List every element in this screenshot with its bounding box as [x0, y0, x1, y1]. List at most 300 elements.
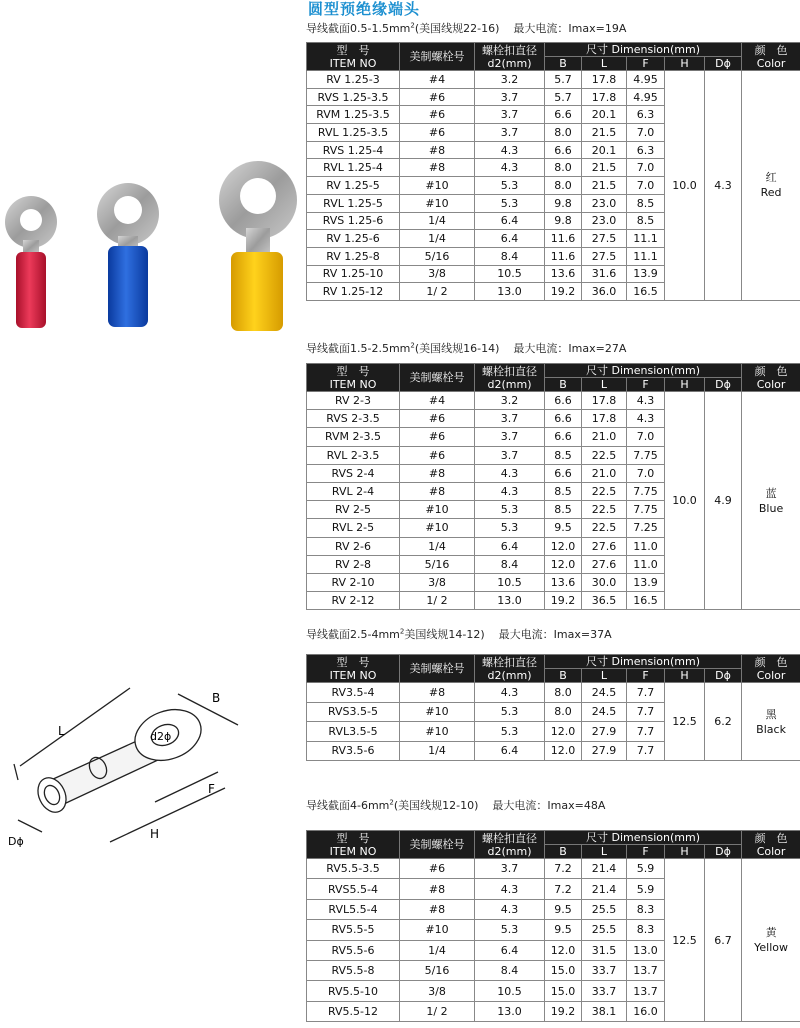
- section-caption: [306, 20, 626, 36]
- table-cell: 7.25: [627, 519, 665, 537]
- table-cell: 5.3: [475, 194, 545, 212]
- table-cell: 21.4: [582, 879, 627, 899]
- header-color: 颜 色 Color: [742, 364, 800, 392]
- section-caption: [306, 797, 605, 813]
- table-cell: 4.3: [475, 899, 545, 919]
- caption-sup: 2: [410, 21, 415, 30]
- table-cell: #6: [400, 410, 475, 428]
- section-caption: [306, 340, 626, 356]
- section-caption: [306, 626, 612, 642]
- color-value: 黄 Yellow: [742, 859, 800, 1022]
- table-cell: RVL5.5-4: [307, 899, 400, 919]
- header-l: L: [582, 57, 627, 71]
- diagram-label-d: Dϕ: [8, 835, 24, 848]
- caption-gauge: (美国线规22-16): [414, 22, 500, 35]
- table-cell: #8: [400, 683, 475, 703]
- table-cell: 19.2: [545, 1001, 582, 1021]
- table-cell: 22.5: [582, 501, 627, 519]
- table-cell: 7.75: [627, 482, 665, 500]
- caption-gauge: (美国线规16-14): [414, 342, 500, 355]
- table-cell: 1/4: [400, 940, 475, 960]
- table-cell: 13.9: [627, 265, 665, 283]
- spec-table: [306, 42, 800, 301]
- caption-sup: 2: [399, 627, 405, 636]
- table-cell: 15.0: [545, 960, 582, 980]
- header-color: 颜 色 Color: [742, 655, 800, 683]
- caption-text: 导线截面0.5-1.5mm: [306, 22, 411, 35]
- table-cell: 5/16: [400, 960, 475, 980]
- table-cell: 12.0: [545, 555, 582, 573]
- table-cell: #4: [400, 71, 475, 89]
- caption-text: 导线截面1.5-2.5mm: [306, 342, 411, 355]
- table-cell: RV 1.25-5: [307, 177, 400, 195]
- table-cell: 6.6: [545, 106, 582, 124]
- table-cell: 17.8: [582, 88, 627, 106]
- table-cell: 3.7: [475, 859, 545, 879]
- header-l: L: [582, 845, 627, 859]
- table-cell: 8.5: [627, 212, 665, 230]
- table-cell: RVS 2-3.5: [307, 410, 400, 428]
- table-cell: 8.0: [545, 159, 582, 177]
- table-cell: 10.5: [475, 265, 545, 283]
- table-cell: RVS 1.25-6: [307, 212, 400, 230]
- diagram-label-f: F: [208, 782, 215, 796]
- table-cell: 11.6: [545, 247, 582, 265]
- table-cell: 3.2: [475, 392, 545, 410]
- table-cell: 22.5: [582, 446, 627, 464]
- table-cell: 21.0: [582, 464, 627, 482]
- table-cell: RV5.5-3.5: [307, 859, 400, 879]
- table-cell: 7.7: [627, 683, 665, 703]
- table-cell: #10: [400, 920, 475, 940]
- header-h: H: [665, 845, 705, 859]
- table-cell: RV 2-5: [307, 501, 400, 519]
- table-cell: #10: [400, 722, 475, 742]
- table-cell: 15.0: [545, 981, 582, 1001]
- table-cell: RV5.5-8: [307, 960, 400, 980]
- table-cell: #6: [400, 859, 475, 879]
- blue-terminal-image: [97, 183, 159, 327]
- table-cell: 21.5: [582, 159, 627, 177]
- table-cell: #6: [400, 124, 475, 142]
- table-cell: 8.0: [545, 683, 582, 703]
- header-bolt: 螺栓扣直径 d2(mm): [475, 831, 545, 859]
- table-cell: 5.3: [475, 501, 545, 519]
- table-cell: RVM 2-3.5: [307, 428, 400, 446]
- caption-text: 导线截面4-6mm: [306, 799, 390, 812]
- table-cell: 13.6: [545, 573, 582, 591]
- table-cell: 33.7: [582, 960, 627, 980]
- table-cell: 3.7: [475, 88, 545, 106]
- table-cell: 8.0: [545, 177, 582, 195]
- header-item-no: 型 号 ITEM NO: [307, 364, 400, 392]
- table-cell: 7.0: [627, 428, 665, 446]
- table-cell: #6: [400, 88, 475, 106]
- table-cell: 8.0: [545, 124, 582, 142]
- header-h: H: [665, 57, 705, 71]
- caption-sup: 2: [410, 341, 415, 350]
- diagram-label-l: L: [58, 724, 65, 738]
- table-cell: RVL 2-4: [307, 482, 400, 500]
- table-cell: RV5.5-10: [307, 981, 400, 1001]
- table-row: [307, 683, 800, 703]
- dimension-diagram: [0, 680, 270, 870]
- max-current: 最大电流：Imax=19A: [513, 22, 627, 35]
- table-cell: 6.6: [545, 392, 582, 410]
- table-row: [307, 71, 800, 89]
- table-cell: 22.5: [582, 519, 627, 537]
- table-cell: #10: [400, 177, 475, 195]
- table-cell: #6: [400, 106, 475, 124]
- table-cell: 6.6: [545, 464, 582, 482]
- table-cell: 1/4: [400, 537, 475, 555]
- table-cell: 5.9: [627, 879, 665, 899]
- table-cell: 8.5: [545, 501, 582, 519]
- table-cell: 6.4: [475, 741, 545, 761]
- spec-table: [306, 830, 800, 1022]
- table-cell: 7.2: [545, 859, 582, 879]
- terminal-photos: [0, 160, 300, 335]
- table-cell: 23.0: [582, 212, 627, 230]
- header-row: [307, 831, 800, 845]
- table-cell: 3.7: [475, 410, 545, 428]
- header-item-no: 型 号 ITEM NO: [307, 43, 400, 71]
- h-value: 10.0: [665, 71, 705, 301]
- table-cell: RV3.5-4: [307, 683, 400, 703]
- table-cell: 5.3: [475, 177, 545, 195]
- table-cell: #10: [400, 519, 475, 537]
- table-cell: 13.7: [627, 981, 665, 1001]
- max-current: 最大电流：Imax=37A: [498, 628, 612, 641]
- table-cell: 25.5: [582, 920, 627, 940]
- table-cell: 19.2: [545, 283, 582, 301]
- header-color: 颜 色 Color: [742, 831, 800, 859]
- table-cell: 4.3: [475, 141, 545, 159]
- table-cell: 5.3: [475, 920, 545, 940]
- table-cell: 13.9: [627, 573, 665, 591]
- caption-text: 导线截面2.5-4mm: [306, 628, 400, 641]
- table-cell: 36.0: [582, 283, 627, 301]
- table-cell: RV 1.25-10: [307, 265, 400, 283]
- table-cell: 3.7: [475, 428, 545, 446]
- table-cell: 3/8: [400, 573, 475, 591]
- header-h: H: [665, 378, 705, 392]
- yellow-terminal-image: [219, 161, 297, 331]
- table-cell: 5.3: [475, 519, 545, 537]
- table-cell: 17.8: [582, 410, 627, 428]
- table-cell: RV 1.25-6: [307, 230, 400, 248]
- table-cell: 16.5: [627, 592, 665, 610]
- header-d: Dϕ: [705, 669, 742, 683]
- table-cell: 27.9: [582, 722, 627, 742]
- header-dimension: 尺寸 Dimension(mm): [545, 831, 742, 845]
- table-cell: 1/4: [400, 230, 475, 248]
- table-cell: 3.7: [475, 446, 545, 464]
- table-cell: RV 2-6: [307, 537, 400, 555]
- table-row: [307, 859, 800, 879]
- table-cell: RV 2-8: [307, 555, 400, 573]
- table-cell: 11.1: [627, 247, 665, 265]
- header-f: F: [627, 57, 665, 71]
- table-cell: 8.0: [545, 702, 582, 722]
- table-cell: 6.3: [627, 141, 665, 159]
- max-current: 最大电流：Imax=48A: [492, 799, 606, 812]
- table-cell: 6.3: [627, 106, 665, 124]
- table-cell: 4.3: [475, 159, 545, 177]
- table-cell: 7.0: [627, 159, 665, 177]
- table-cell: 6.6: [545, 141, 582, 159]
- header-f: F: [627, 845, 665, 859]
- table-cell: 3.2: [475, 71, 545, 89]
- table-cell: #8: [400, 141, 475, 159]
- header-b: B: [545, 669, 582, 683]
- table-cell: 8.4: [475, 960, 545, 980]
- spec-table: [306, 654, 800, 761]
- table-cell: 6.6: [545, 410, 582, 428]
- table-cell: 12.0: [545, 741, 582, 761]
- table-cell: 13.0: [475, 592, 545, 610]
- table-cell: 6.4: [475, 212, 545, 230]
- table-cell: 3.7: [475, 106, 545, 124]
- caption-sup: 2: [389, 798, 394, 807]
- table-cell: 7.75: [627, 501, 665, 519]
- header-screw: 美制螺栓号: [400, 831, 475, 859]
- table-cell: 4.3: [627, 410, 665, 428]
- header-l: L: [582, 669, 627, 683]
- header-color: 颜 色 Color: [742, 43, 800, 71]
- table-cell: 21.0: [582, 428, 627, 446]
- table-cell: RV 2-10: [307, 573, 400, 591]
- table-cell: 4.3: [475, 482, 545, 500]
- header-d: Dϕ: [705, 378, 742, 392]
- d-value: 6.7: [705, 859, 742, 1022]
- table-cell: RVS 1.25-3.5: [307, 88, 400, 106]
- table-cell: 27.6: [582, 555, 627, 573]
- table-cell: RVL 1.25-5: [307, 194, 400, 212]
- table-cell: 6.4: [475, 940, 545, 960]
- table-cell: RVL 2-3.5: [307, 446, 400, 464]
- table-cell: 20.1: [582, 141, 627, 159]
- table-cell: 7.0: [627, 464, 665, 482]
- table-cell: 20.1: [582, 106, 627, 124]
- table-cell: #4: [400, 392, 475, 410]
- header-f: F: [627, 669, 665, 683]
- table-cell: 1/ 2: [400, 1001, 475, 1021]
- color-value: 红 Red: [742, 71, 800, 301]
- header-bolt: 螺栓扣直径 d2(mm): [475, 655, 545, 683]
- table-cell: 11.6: [545, 230, 582, 248]
- table-cell: 4.3: [627, 392, 665, 410]
- table-cell: 8.5: [545, 446, 582, 464]
- table-cell: #8: [400, 159, 475, 177]
- header-screw: 美制螺栓号: [400, 364, 475, 392]
- table-cell: 5.3: [475, 702, 545, 722]
- header-item-no: 型 号 ITEM NO: [307, 831, 400, 859]
- table-cell: RVS5.5-4: [307, 879, 400, 899]
- table-cell: 8.3: [627, 899, 665, 919]
- red-terminal-image: [5, 196, 57, 328]
- table-cell: 13.0: [475, 283, 545, 301]
- table-cell: 10.5: [475, 981, 545, 1001]
- table-cell: #8: [400, 879, 475, 899]
- table-cell: RVL 2-5: [307, 519, 400, 537]
- table-cell: 7.7: [627, 722, 665, 742]
- table-cell: RV 2-3: [307, 392, 400, 410]
- header-screw: 美制螺栓号: [400, 655, 475, 683]
- d-value: 4.3: [705, 71, 742, 301]
- table-cell: RV 1.25-3: [307, 71, 400, 89]
- table-cell: 5.7: [545, 71, 582, 89]
- table-cell: 27.6: [582, 537, 627, 555]
- table-cell: 27.5: [582, 230, 627, 248]
- table-cell: 13.0: [475, 1001, 545, 1021]
- header-dimension: 尺寸 Dimension(mm): [545, 43, 742, 57]
- table-cell: 8.4: [475, 555, 545, 573]
- table-cell: 31.5: [582, 940, 627, 960]
- diagram-label-h: H: [150, 827, 160, 841]
- table-cell: RV5.5-12: [307, 1001, 400, 1021]
- table-cell: 6.4: [475, 230, 545, 248]
- table-cell: 13.0: [627, 940, 665, 960]
- header-f: F: [627, 378, 665, 392]
- table-cell: #8: [400, 482, 475, 500]
- h-value: 10.0: [665, 392, 705, 610]
- table-cell: 9.5: [545, 899, 582, 919]
- table-cell: 16.5: [627, 283, 665, 301]
- table-cell: 3.7: [475, 124, 545, 142]
- table-cell: 27.5: [582, 247, 627, 265]
- table-cell: 11.0: [627, 555, 665, 573]
- table-cell: 7.75: [627, 446, 665, 464]
- table-cell: 7.2: [545, 879, 582, 899]
- header-b: B: [545, 57, 582, 71]
- h-value: 12.5: [665, 859, 705, 1022]
- table-cell: RV 2-12: [307, 592, 400, 610]
- table-cell: 5/16: [400, 555, 475, 573]
- table-cell: RVL 1.25-4: [307, 159, 400, 177]
- table-cell: RVL3.5-5: [307, 722, 400, 742]
- table-cell: 5.9: [627, 859, 665, 879]
- table-cell: 27.9: [582, 741, 627, 761]
- h-value: 12.5: [665, 683, 705, 761]
- table-cell: 17.8: [582, 71, 627, 89]
- header-bolt: 螺栓扣直径 d2(mm): [475, 364, 545, 392]
- table-cell: 1/4: [400, 212, 475, 230]
- page-title: 圆型预绝缘端头: [308, 0, 421, 18]
- table-cell: 3/8: [400, 265, 475, 283]
- header-row: [307, 364, 800, 378]
- table-cell: 5/16: [400, 247, 475, 265]
- table-cell: 4.3: [475, 879, 545, 899]
- table-cell: #8: [400, 899, 475, 919]
- table-cell: 13.6: [545, 265, 582, 283]
- table-cell: RV 1.25-12: [307, 283, 400, 301]
- table-cell: 25.5: [582, 899, 627, 919]
- table-cell: 38.1: [582, 1001, 627, 1021]
- table-cell: 12.0: [545, 722, 582, 742]
- table-cell: #6: [400, 446, 475, 464]
- header-row: [307, 43, 800, 57]
- header-row: [307, 655, 800, 669]
- table-cell: 17.8: [582, 392, 627, 410]
- table-cell: 30.0: [582, 573, 627, 591]
- max-current: 最大电流：Imax=27A: [513, 342, 627, 355]
- header-d: Dϕ: [705, 57, 742, 71]
- header-d: Dϕ: [705, 845, 742, 859]
- table-cell: #10: [400, 501, 475, 519]
- table-cell: 7.7: [627, 702, 665, 722]
- color-value: 蓝 Blue: [742, 392, 800, 610]
- table-cell: 13.7: [627, 960, 665, 980]
- table-row: [307, 392, 800, 410]
- table-cell: 12.0: [545, 940, 582, 960]
- table-cell: 19.2: [545, 592, 582, 610]
- table-cell: RVS3.5-5: [307, 702, 400, 722]
- table-cell: 8.4: [475, 247, 545, 265]
- table-cell: 7.7: [627, 741, 665, 761]
- caption-gauge: (美国线规12-10): [393, 799, 479, 812]
- table-cell: 9.5: [545, 920, 582, 940]
- table-cell: RVS 2-4: [307, 464, 400, 482]
- header-dimension: 尺寸 Dimension(mm): [545, 364, 742, 378]
- header-screw: 美制螺栓号: [400, 43, 475, 71]
- table-cell: 1/ 2: [400, 283, 475, 301]
- table-cell: 5.7: [545, 88, 582, 106]
- table-cell: 6.6: [545, 428, 582, 446]
- table-cell: 7.0: [627, 124, 665, 142]
- table-cell: 1/ 2: [400, 592, 475, 610]
- table-cell: 22.5: [582, 482, 627, 500]
- header-h: H: [665, 669, 705, 683]
- table-cell: RV3.5-6: [307, 741, 400, 761]
- table-cell: 12.0: [545, 537, 582, 555]
- header-b: B: [545, 845, 582, 859]
- table-cell: #10: [400, 702, 475, 722]
- table-cell: 8.5: [627, 194, 665, 212]
- table-cell: 4.95: [627, 71, 665, 89]
- table-cell: #6: [400, 428, 475, 446]
- table-cell: 33.7: [582, 981, 627, 1001]
- diagram-label-b: B: [212, 691, 221, 705]
- spec-table: [306, 363, 800, 610]
- header-dimension: 尺寸 Dimension(mm): [545, 655, 742, 669]
- header-bolt: 螺栓扣直径 d2(mm): [475, 43, 545, 71]
- table-cell: 1/4: [400, 741, 475, 761]
- header-b: B: [545, 378, 582, 392]
- table-cell: 11.0: [627, 537, 665, 555]
- table-cell: 16.0: [627, 1001, 665, 1021]
- table-cell: 21.5: [582, 177, 627, 195]
- caption-gauge: 美国线规14-12): [404, 628, 485, 641]
- table-cell: 9.8: [545, 212, 582, 230]
- table-cell: 8.3: [627, 920, 665, 940]
- table-cell: RV 1.25-8: [307, 247, 400, 265]
- table-cell: 36.5: [582, 592, 627, 610]
- table-cell: 4.95: [627, 88, 665, 106]
- table-cell: RVS 1.25-4: [307, 141, 400, 159]
- table-cell: 31.6: [582, 265, 627, 283]
- table-cell: 11.1: [627, 230, 665, 248]
- table-cell: 21.5: [582, 124, 627, 142]
- table-cell: RVL 1.25-3.5: [307, 124, 400, 142]
- table-cell: RVM 1.25-3.5: [307, 106, 400, 124]
- table-cell: 4.3: [475, 683, 545, 703]
- table-cell: 3/8: [400, 981, 475, 1001]
- table-cell: 6.4: [475, 537, 545, 555]
- table-cell: 23.0: [582, 194, 627, 212]
- table-cell: 5.3: [475, 722, 545, 742]
- d-value: 6.2: [705, 683, 742, 761]
